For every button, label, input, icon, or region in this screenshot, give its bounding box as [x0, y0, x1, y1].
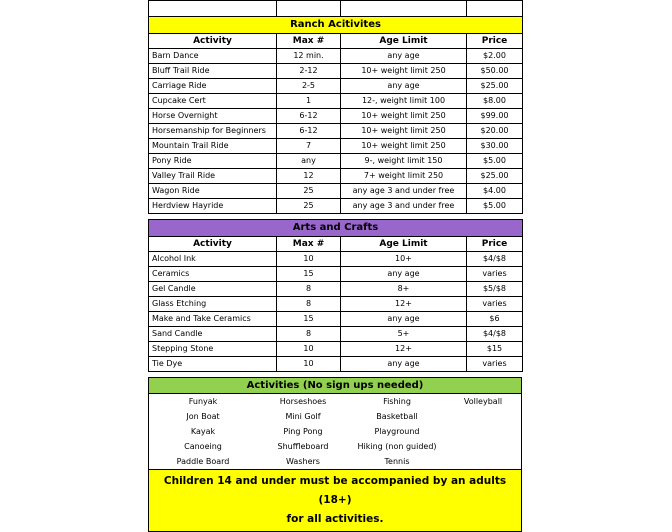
free-activity-item: Mini Golf	[285, 412, 321, 421]
age-limit-cell: 10+ weight limit 250	[341, 124, 467, 139]
price-cell: $2.00	[467, 49, 523, 64]
arts-activity-row	[149, 267, 523, 282]
arts-activity-row	[149, 327, 523, 342]
age-limit-cell: 9-, weight limit 150	[341, 154, 467, 169]
price-cell: $8.00	[467, 94, 523, 109]
ranch-activity-row	[149, 199, 523, 214]
activity-cell: Glass Etching	[149, 297, 277, 312]
ranch-title: Ranch Acitivites	[149, 17, 523, 34]
age-limit-cell: 12-, weight limit 100	[341, 94, 467, 109]
free-activity-item: Playground	[374, 427, 420, 436]
price-cell: $4.00	[467, 184, 523, 199]
activity-cell: Bluff Trail Ride	[149, 64, 277, 79]
activity-cell: Horsemanship for Beginners	[149, 124, 277, 139]
max-cell: 10	[277, 252, 341, 267]
free-activity-row	[149, 454, 521, 469]
age-limit-cell: any age	[341, 357, 467, 372]
age-limit-cell: any age 3 and under free	[341, 199, 467, 214]
arts-activity-row	[149, 342, 523, 357]
price-cell: varies	[467, 357, 523, 372]
column-header-price: Price	[467, 34, 523, 49]
age-limit-cell: 10+ weight limit 250	[341, 64, 467, 79]
activity-cell: Barn Dance	[149, 49, 277, 64]
age-limit-cell: any age	[341, 267, 467, 282]
price-cell: $5/$8	[467, 282, 523, 297]
free-activity-item: Basketball	[376, 412, 418, 421]
price-cell: $25.00	[467, 169, 523, 184]
max-cell: 7	[277, 139, 341, 154]
column-header-max: Max #	[277, 34, 341, 49]
free-activity-item: Hiking (non guided)	[357, 442, 437, 451]
ranch-header-row	[149, 34, 523, 49]
column-header-activity: Activity	[149, 34, 277, 49]
ranch-title-row	[149, 17, 523, 34]
activity-cell: Sand Candle	[149, 327, 277, 342]
price-cell: $6	[467, 312, 523, 327]
arts-header-row	[149, 237, 523, 252]
free-activity-item: Horseshoes	[279, 397, 327, 406]
arts-activity-row	[149, 357, 523, 372]
max-cell: 8	[277, 297, 341, 312]
free-activity-item: Kayak	[190, 427, 216, 436]
free-activities-grid	[149, 394, 521, 469]
activity-cell: Cupcake Cert	[149, 94, 277, 109]
max-cell: 12	[277, 169, 341, 184]
free-activity-item: Washers	[286, 457, 320, 466]
free-activity-item: Volleyball	[463, 397, 503, 406]
age-limit-cell: 12+	[341, 297, 467, 312]
arts-activity-row	[149, 252, 523, 267]
price-cell: $4/$8	[467, 327, 523, 342]
price-cell: $15	[467, 342, 523, 357]
age-limit-cell: any age	[341, 312, 467, 327]
notice-line-2: for all activities.	[286, 513, 384, 525]
ranch-activity-row	[149, 49, 523, 64]
price-cell: $5.00	[467, 154, 523, 169]
price-cell: $20.00	[467, 124, 523, 139]
free-activity-item	[445, 409, 521, 424]
ranch-activities-table	[148, 0, 523, 214]
max-cell: 15	[277, 312, 341, 327]
ranch-activity-row	[149, 79, 523, 94]
arts-activity-row	[149, 312, 523, 327]
free-activity-item: Canoeing	[184, 442, 222, 451]
arts-crafts-table	[148, 219, 523, 372]
price-cell: varies	[467, 267, 523, 282]
activity-cell: Mountain Trail Ride	[149, 139, 277, 154]
activity-cell: Tie Dye	[149, 357, 277, 372]
max-cell: 8	[277, 327, 341, 342]
activity-cell: Wagon Ride	[149, 184, 277, 199]
max-cell: 2-5	[277, 79, 341, 94]
activity-cell: Make and Take Ceramics	[149, 312, 277, 327]
activity-cell: Carriage Ride	[149, 79, 277, 94]
max-cell: 25	[277, 184, 341, 199]
column-header-age-limit: Age Limit	[341, 237, 467, 252]
column-header-age-limit: Age Limit	[341, 34, 467, 49]
ranch-activity-row	[149, 169, 523, 184]
free-activity-item: Ping Pong	[283, 427, 323, 436]
activity-cell: Stepping Stone	[149, 342, 277, 357]
ranch-activity-row	[149, 154, 523, 169]
free-activity-row	[149, 409, 521, 424]
ranch-activity-row	[149, 139, 523, 154]
price-cell: $25.00	[467, 79, 523, 94]
ranch-activity-row	[149, 184, 523, 199]
max-cell: 6-12	[277, 124, 341, 139]
age-limit-cell: any age	[341, 49, 467, 64]
age-limit-cell: 10+ weight limit 250	[341, 109, 467, 124]
notice-line-1: Children 14 and under must be accompanied by an adults (18+)	[163, 475, 507, 506]
age-limit-cell: any age 3 and under free	[341, 184, 467, 199]
activity-cell: Gel Candle	[149, 282, 277, 297]
free-activity-item: Paddle Board	[176, 457, 230, 466]
free-activity-item: Jon Boat	[186, 412, 220, 421]
age-limit-cell: 10+ weight limit 250	[341, 139, 467, 154]
ranch-activity-row	[149, 124, 523, 139]
activity-cell: Horse Overnight	[149, 109, 277, 124]
free-activities-box	[148, 377, 522, 532]
max-cell: 15	[277, 267, 341, 282]
free-activity-row	[149, 439, 521, 454]
column-header-max: Max #	[277, 237, 341, 252]
max-cell: 1	[277, 94, 341, 109]
activity-cell: Pony Ride	[149, 154, 277, 169]
max-cell: 10	[277, 342, 341, 357]
age-limit-cell: any age	[341, 79, 467, 94]
column-header-activity: Activity	[149, 237, 277, 252]
supervision-notice	[149, 469, 521, 531]
age-limit-cell: 12+	[341, 342, 467, 357]
free-activity-row	[149, 394, 521, 409]
price-cell: $4/$8	[467, 252, 523, 267]
arts-title-row	[149, 220, 523, 237]
max-cell: 25	[277, 199, 341, 214]
age-limit-cell: 7+ weight limit 250	[341, 169, 467, 184]
activity-cell: Valley Trail Ride	[149, 169, 277, 184]
price-cell: $99.00	[467, 109, 523, 124]
price-cell: varies	[467, 297, 523, 312]
arts-activity-row	[149, 282, 523, 297]
free-activity-row	[149, 424, 521, 439]
activity-cell: Alcohol Ink	[149, 252, 277, 267]
max-cell: 10	[277, 357, 341, 372]
activity-cell: Ceramics	[149, 267, 277, 282]
max-cell: any	[277, 154, 341, 169]
price-cell: $50.00	[467, 64, 523, 79]
ranch-activity-row	[149, 94, 523, 109]
price-cell: $5.00	[467, 199, 523, 214]
max-cell: 2-12	[277, 64, 341, 79]
free-activity-item: Tennis	[384, 457, 410, 466]
arts-rows	[149, 252, 523, 372]
free-activities-title: Activities (No sign ups needed)	[149, 378, 521, 394]
free-activity-item	[445, 424, 521, 439]
column-header-price: Price	[467, 237, 523, 252]
price-cell: $30.00	[467, 139, 523, 154]
max-cell: 12 min.	[277, 49, 341, 64]
age-limit-cell: 10+	[341, 252, 467, 267]
age-limit-cell: 5+	[341, 327, 467, 342]
free-activity-item	[445, 454, 521, 469]
arts-title: Arts and Crafts	[149, 220, 523, 237]
activity-cell: Herdview Hayride	[149, 199, 277, 214]
free-activity-item: Funyak	[188, 397, 218, 406]
free-activity-item	[445, 439, 521, 454]
arts-activity-row	[149, 297, 523, 312]
max-cell: 8	[277, 282, 341, 297]
ranch-activity-row	[149, 64, 523, 79]
free-activity-item: Shuffleboard	[277, 442, 329, 451]
max-cell: 6-12	[277, 109, 341, 124]
activity-sheet	[148, 0, 522, 532]
ranch-rows	[149, 49, 523, 214]
free-activity-item: Fishing	[383, 397, 411, 406]
ranch-activity-row	[149, 109, 523, 124]
age-limit-cell: 8+	[341, 282, 467, 297]
blank-row	[149, 1, 523, 17]
